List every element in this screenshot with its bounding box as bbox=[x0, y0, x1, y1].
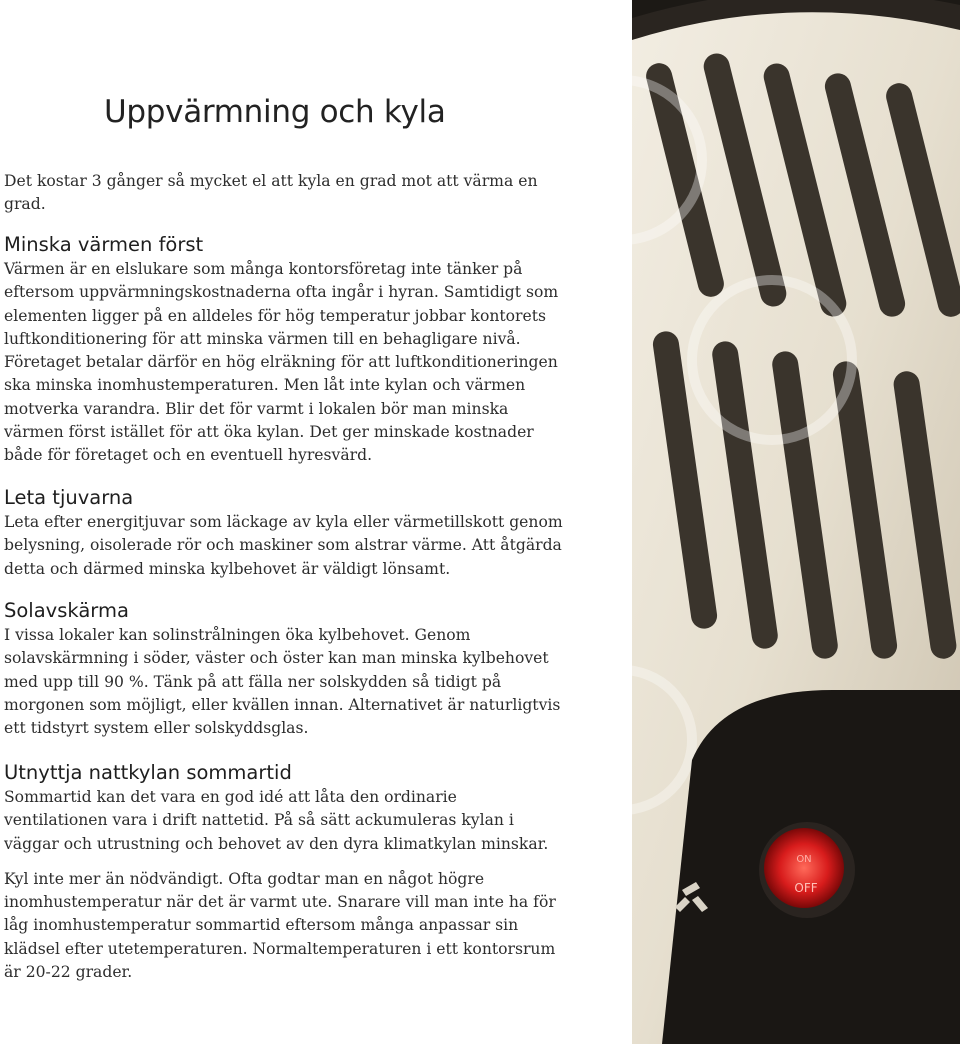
section-solavskarma bbox=[4, 598, 564, 740]
section-body: Leta efter energitjuvar som läckage av kyla eller värmetillskott genom belysning, oisolerade rör och maskiner som alstrar värme. Att åtgärda detta och därmed minska kylbehovet är väldigt lönsamt. bbox=[4, 513, 563, 578]
section-heading: Utnyttja nattkylan sommartid bbox=[4, 761, 292, 784]
section-body-2: Kyl inte mer än nödvändigt. Ofta godtar man en något högre inomhustemperatur när det är varmt ute. Snarare vill man inte ha för låg inomhustemperatur sommartid eftersom många anpassar sin klädsel efter utetemperaturen. Normaltemperaturen i ett kontorsrum är 20-22 grader. bbox=[4, 869, 556, 982]
switch-on-label: ON bbox=[796, 854, 812, 865]
intro-paragraph: Det kostar 3 gånger så mycket el att kyla en grad mot att värma en grad. bbox=[4, 172, 538, 214]
section-leta-tjuvarna bbox=[4, 485, 564, 581]
section-body: Värmen är en elslukare som många kontorsföretag inte tänker på eftersom uppvärmningskostnaderna ofta ingår i hyran. Samtidigt som elementen ligger på en alldeles för hög temperatur jobbar kontorets luftkonditionering för att minska värmen till en behagligare nivå. Företaget betalar därför en hög elräkning för att luftkonditioneringen ska minska inomhustemperaturen. Men låt inte kylan och värmen motverka varandra. Blir det för varmt i lokalen bör man minska värmen först istället för att öka kylan. Det ger minskade kostnader både för företaget och en eventuell hyresvärd. bbox=[4, 260, 559, 465]
section-heading: Minska värmen först bbox=[4, 233, 204, 256]
section-heading: Leta tjuvarna bbox=[4, 486, 134, 509]
section-nattkylan bbox=[4, 760, 564, 984]
section-heading: Solavskärma bbox=[4, 599, 129, 622]
power-switch bbox=[764, 828, 844, 908]
switch-off-label: OFF bbox=[794, 881, 818, 895]
section-body: I vissa lokaler kan solinstrålningen öka kylbehovet. Genom solavskärmning i söder, väster och öster kan man minska kylbehovet med upp till 90 %. Tänk på att fälla ner solskydden så tidigt på morgonen som möjligt, eller kvällen innan. Alternativet är naturligtvis ett tidstyrt system eller solskyddsglas. bbox=[4, 626, 561, 738]
page-title: Uppvärmning och kyla bbox=[104, 94, 446, 130]
section-body: Sommartid kan det vara en god idé att låta den ordinarie ventilationen vara i drift nattetid. På så sätt ackumuleras kylan i väggar och utrustning och behovet av den dyra klimatkylan minskar. bbox=[4, 788, 549, 853]
heater-photo bbox=[632, 0, 960, 1044]
section-minska-varmen bbox=[4, 232, 564, 468]
